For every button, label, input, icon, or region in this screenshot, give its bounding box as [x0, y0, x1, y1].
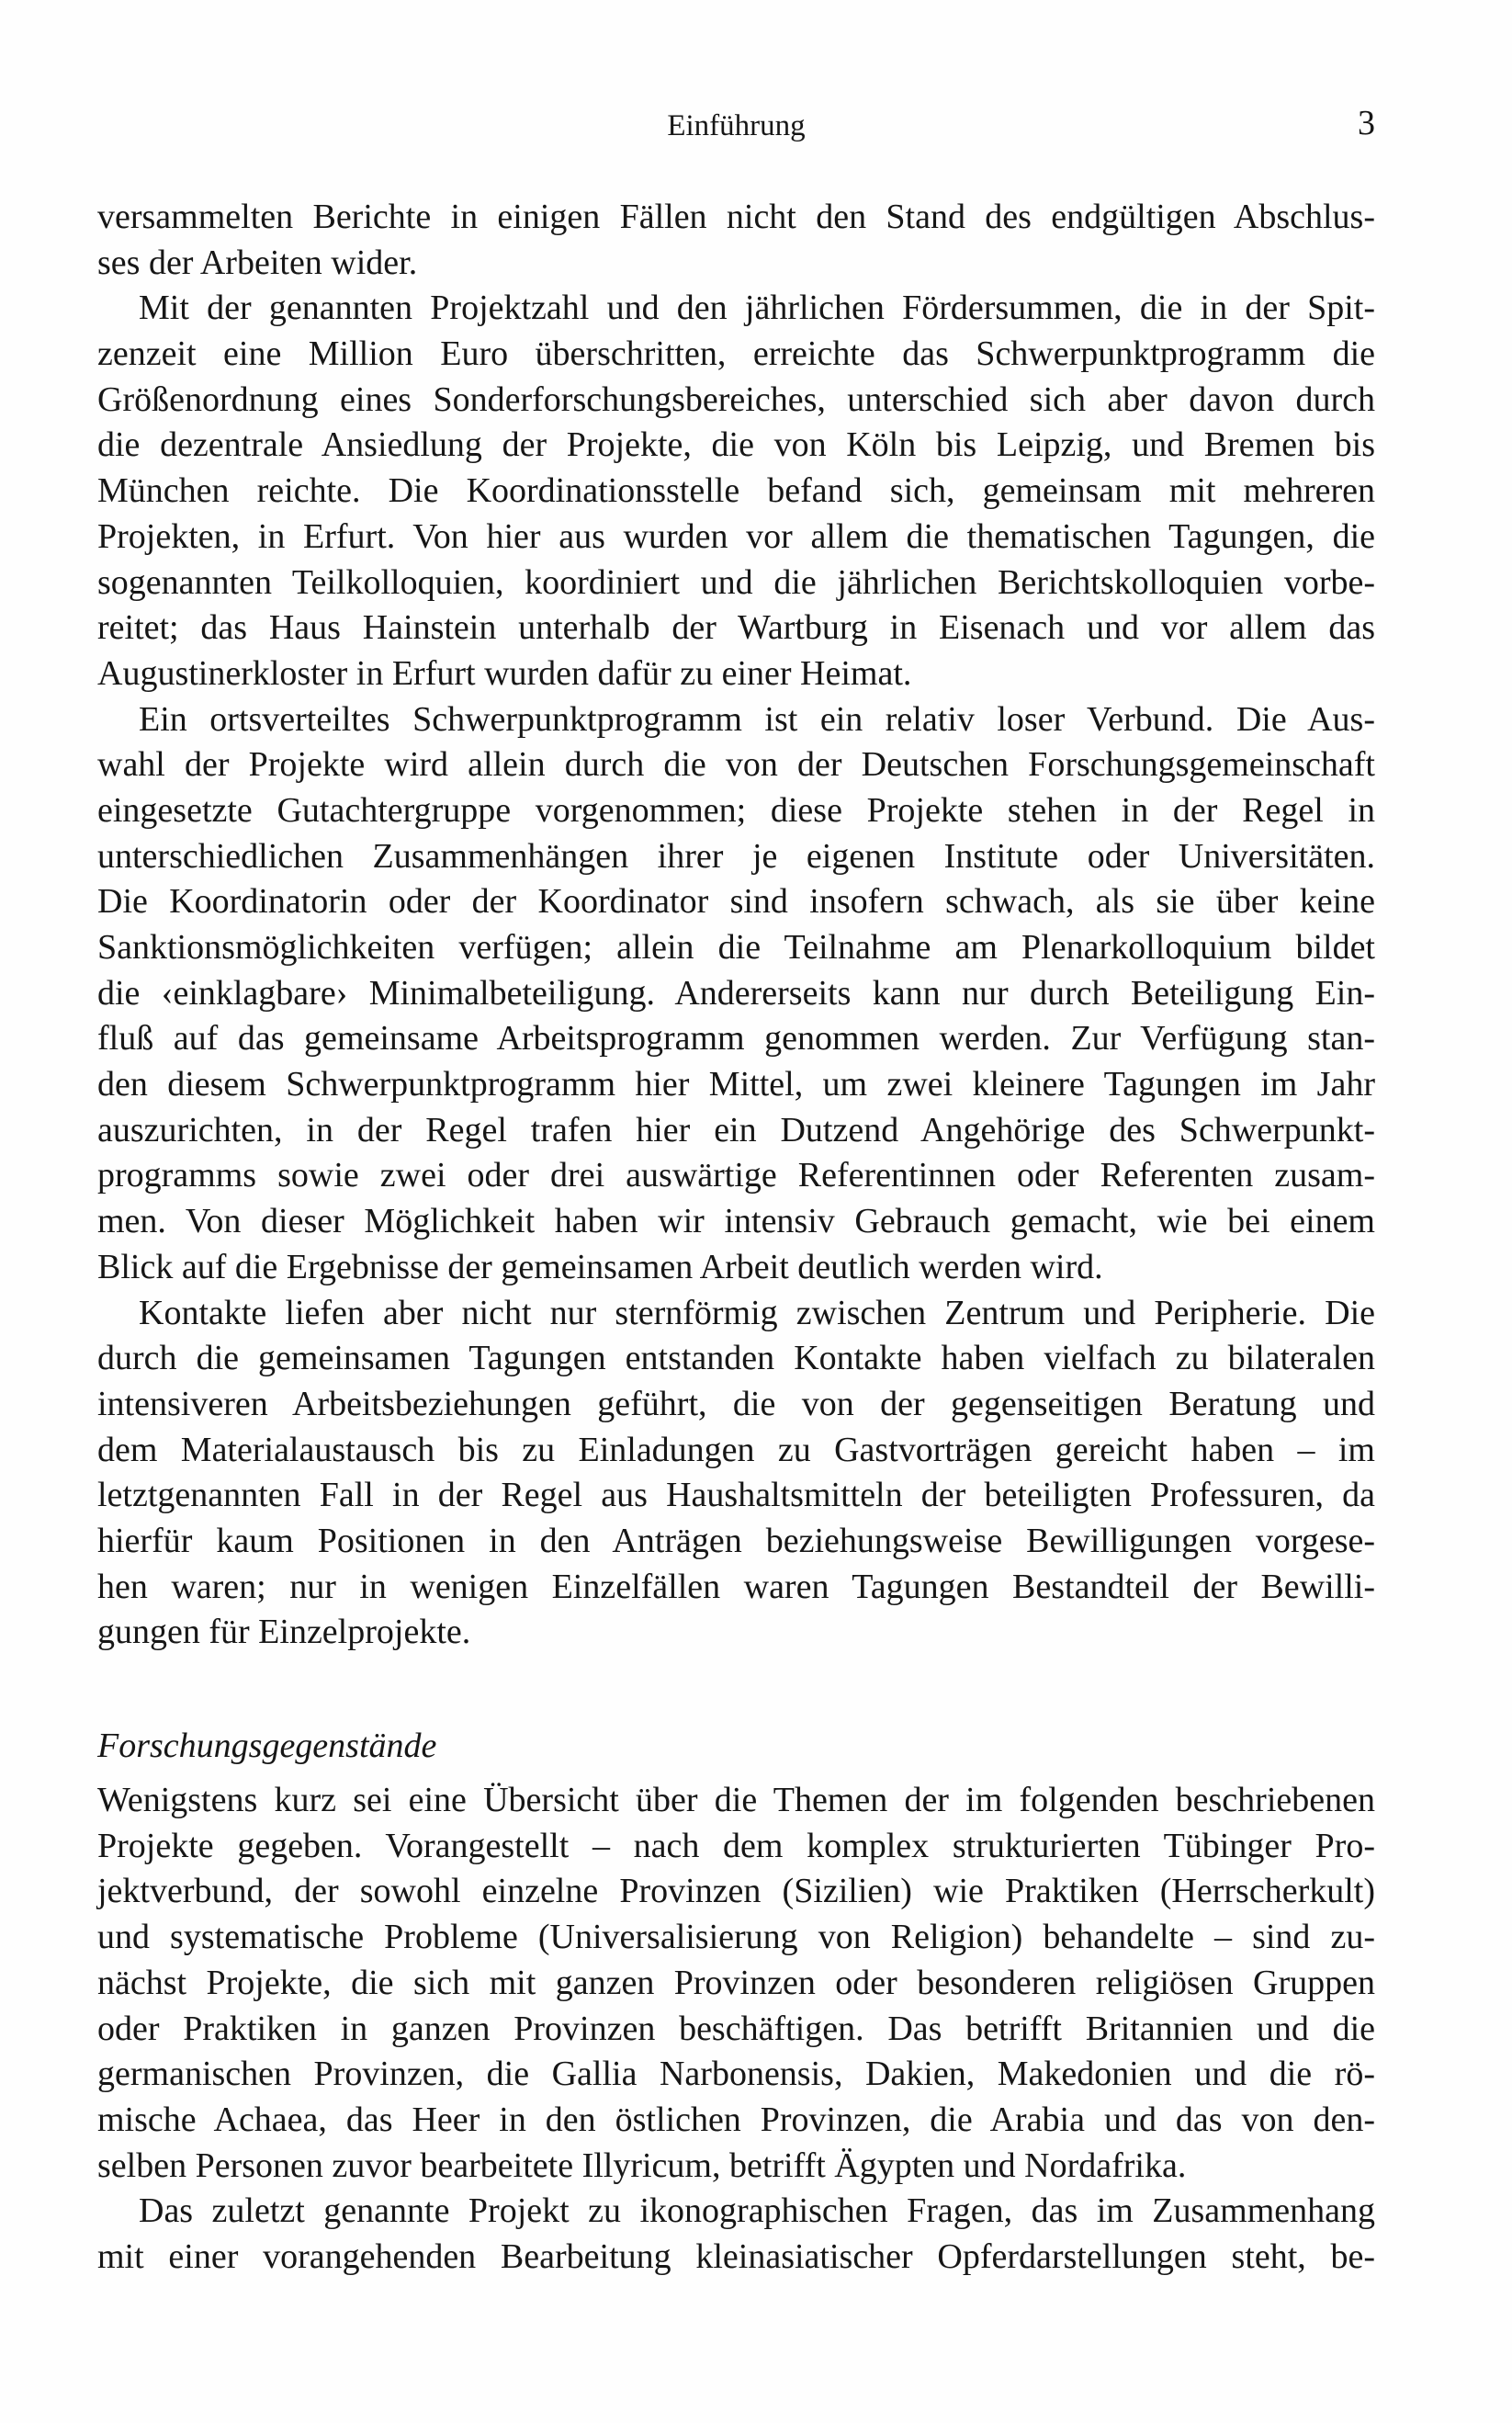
text-line: wahl der Projekte wird allein durch die von der Deutschen Forschungsgemeinschaft — [97, 745, 1375, 785]
text-line: Kontakte liefen aber nicht nur sternförmig zwischen Zentrum und Peripherie. Die — [139, 1293, 1375, 1332]
text-line: fluß auf das gemeinsame Arbeitsprogramm genommen werden. Zur Verfügung stan- — [97, 1019, 1375, 1059]
text-line: München reichte. Die Koordinationsstelle befand sich, gemeinsam mit mehreren — [97, 471, 1375, 511]
text-line: die ‹einklagbare› Minimalbeteiligung. Andererseits kann nur durch Beteiligung Ein- — [97, 973, 1375, 1013]
text-line: intensiveren Arbeitsbeziehungen geführt, die von der gegenseitigen Beratung und — [97, 1384, 1375, 1423]
text-line: zenzeit eine Million Euro überschritten, erreichte das Schwerpunktprogramm die — [97, 334, 1375, 374]
text-line: Mit der genannten Projektzahl und den jährlichen Fördersummen, die in der Spit- — [139, 289, 1375, 328]
text-line: Das zuletzt genannte Projekt zu ikonographischen Fragen, das im Zusammenhang — [139, 2191, 1375, 2231]
text-line: dem Materialaustausch bis zu Einladungen zu Gastvorträgen gereicht haben – im — [97, 1430, 1375, 1469]
text-line: sogenannten Teilkolloquien, koordiniert und die jährlichen Berichtskolloquien vorbe- — [97, 562, 1375, 602]
text-line: hen waren; nur in wenigen Einzelfällen waren Tagungen Bestandteil der Bewilli- — [97, 1567, 1375, 1606]
section-heading: Forschungsgegenstände — [97, 1727, 437, 1765]
text-line: die dezentrale Ansiedlung der Projekte, die von Köln bis Leipzig, und Bremen bis — [97, 425, 1375, 465]
text-line: hierfür kaum Positionen in den Anträgen beziehungsweise Bewilligungen vorgese- — [97, 1521, 1375, 1560]
text-line: Projekten, in Erfurt. Von hier aus wurden vor allem die thematischen Tagungen, die — [97, 516, 1375, 556]
text-line: auszurichten, in der Regel trafen hier ein Dutzend Angehörige des Schwerpunkt- — [97, 1110, 1375, 1149]
text-line: versammelten Berichte in einigen Fällen nicht den Stand des endgültigen Abschlus- — [97, 198, 1375, 236]
text-line: reitet; das Haus Hainstein unterhalb der Wartburg in Eisenach und vor allem das — [97, 608, 1375, 648]
text-line: selben Personen zuvor bearbeitete Illyricum, betrifft Ägypten und Nordafrika. — [97, 2146, 1187, 2185]
text-line: oder Praktiken in ganzen Provinzen beschäftigen. Das betrifft Britannien und die — [97, 2009, 1375, 2048]
text-line: Die Koordinatorin oder der Koordinator sind insofern schwach, als sie über keine — [97, 882, 1375, 922]
text-line: gungen für Einzelprojekte. — [97, 1613, 471, 1652]
text-line: mische Achaea, das Heer in den östlichen Provinzen, die Arabia und das von den- — [97, 2100, 1375, 2139]
paragraph-6 — [97, 2189, 1375, 2280]
paragraph-3 — [97, 697, 1375, 1291]
text-line: Größenordnung eines Sonderforschungsbereiches, unterschied sich aber davon durch — [97, 379, 1375, 419]
text-line: programms sowie zwei oder drei auswärtige Referentinnen oder Referenten zusam- — [97, 1156, 1375, 1195]
text-line: Projekte gegeben. Vorangestellt – nach dem komplex strukturierten Tübinger Pro- — [97, 1826, 1375, 1865]
text-line: und systematische Probleme (Universalisierung von Religion) behandelte – sind zu- — [97, 1918, 1375, 1957]
text-line: Ein ortsverteiltes Schwerpunktprogramm ist ein relativ loser Verbund. Die Aus- — [139, 699, 1375, 739]
body-text — [97, 195, 1375, 2281]
paragraph-4 — [97, 1291, 1375, 1657]
text-line: nächst Projekte, die sich mit ganzen Provinzen oder besonderen religiösen Gruppen — [97, 1963, 1375, 2002]
text-line: mit einer vorangehenden Bearbeitung kleinasiatischer Opferdarstellungen steht, be- — [97, 2236, 1375, 2276]
text-line: men. Von dieser Möglichkeit haben wir intensiv Gebrauch gemacht, wie bei einem — [97, 1202, 1375, 1241]
text-line: Wenigstens kurz sei eine Übersicht über die Themen der im folgenden beschriebenen — [97, 1781, 1375, 1820]
text-line: eingesetzte Gutachtergruppe vorgenommen; diese Projekte stehen in der Regel in — [97, 790, 1375, 830]
text-line: durch die gemeinsamen Tagungen entstanden Kontakte haben vielfach zu bilateralen — [97, 1339, 1375, 1378]
text-line: germanischen Provinzen, die Gallia Narbonensis, Dakien, Makedonien und die rö- — [97, 2055, 1375, 2094]
running-title: Einführung — [667, 109, 806, 142]
text-line: unterschiedlichen Zusammenhängen ihrer je eigenen Institute oder Universitäten. — [97, 836, 1375, 876]
text-line: Sanktionsmöglichkeiten verfügen; allein die Teilnahme am Plenarkolloquium bildet — [97, 928, 1375, 967]
paragraph-1 — [97, 195, 1375, 286]
page-number: 3 — [1358, 104, 1375, 142]
text-line: Augustinerkloster in Erfurt wurden dafür zu einer Heimat. — [97, 653, 912, 693]
text-line: letztgenannten Fall in der Regel aus Haushaltsmitteln der beteiligten Professuren, da — [97, 1476, 1375, 1515]
text-line: ses der Arbeiten wider. — [97, 243, 418, 282]
text-line: Blick auf die Ergebnisse der gemeinsamen Arbeit deutlich werden wird. — [97, 1247, 1103, 1286]
text-line: den diesem Schwerpunktprogramm hier Mittel, um zwei kleinere Tagungen im Jahr — [97, 1065, 1375, 1104]
text-line: jektverbund, der sowohl einzelne Provinzen (Sizilien) wie Praktiken (Herrscherkult) — [97, 1872, 1375, 1911]
paragraph-2 — [97, 286, 1375, 696]
paragraph-5 — [97, 1778, 1375, 2189]
